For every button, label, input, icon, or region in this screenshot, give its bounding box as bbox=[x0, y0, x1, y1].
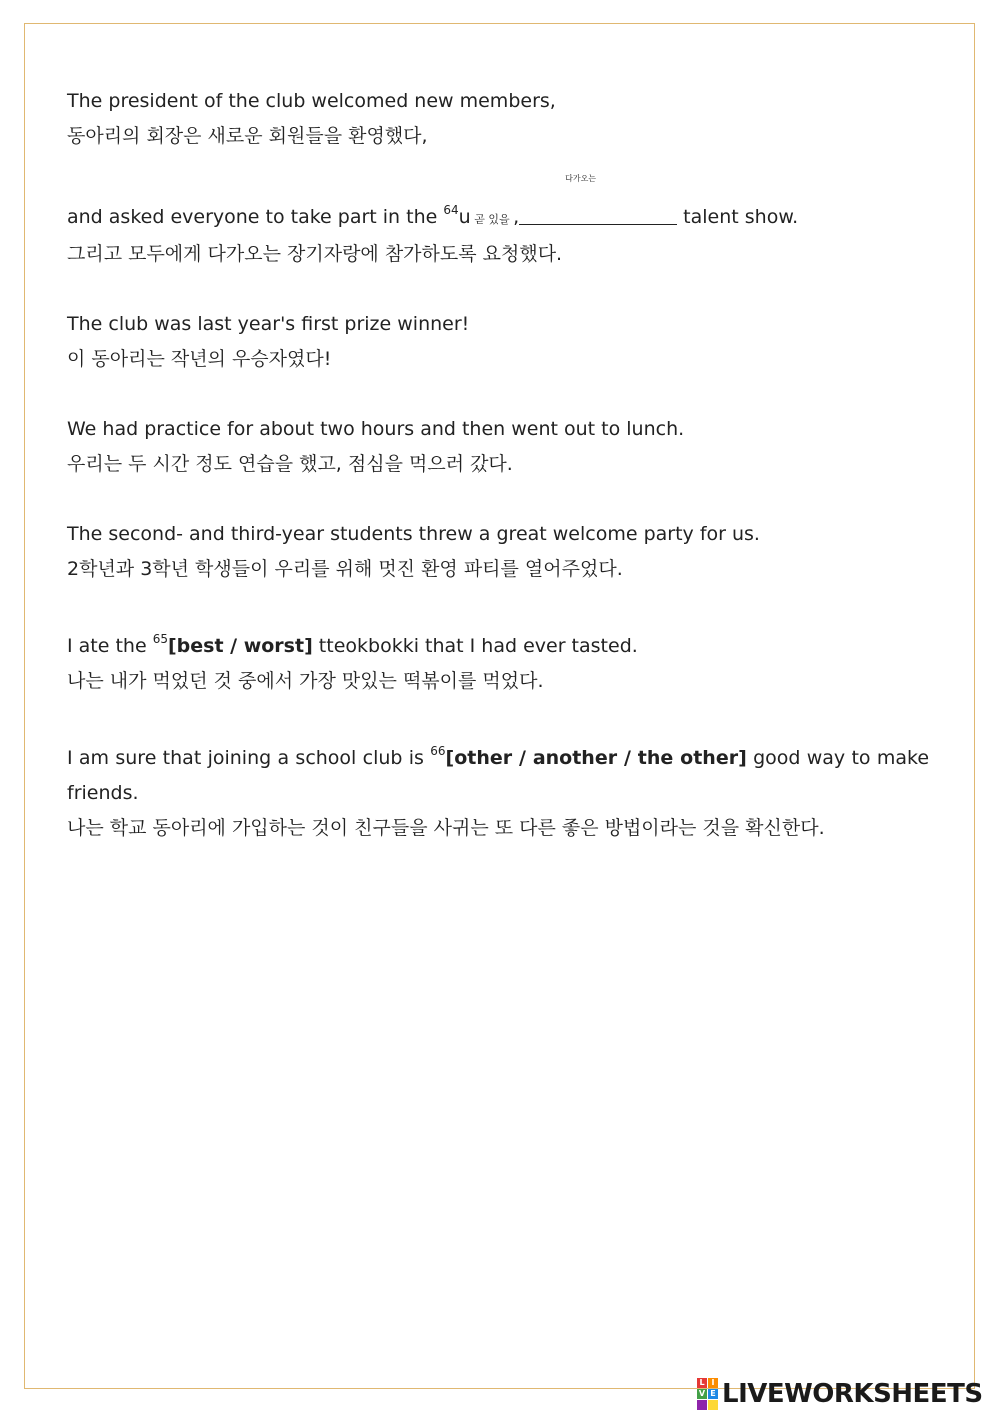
paragraph-4 bbox=[67, 412, 929, 482]
meaning-hint: 다가오는 bbox=[565, 174, 597, 183]
sentence-ko: 2학년과 3학년 학생들이 우리를 위해 멋진 환영 파티를 열어주었다. bbox=[67, 558, 623, 580]
sentence-en: We had practice for about two hours and then went out to lunch. bbox=[67, 418, 685, 440]
answer-choice-66[interactable]: [other / another / the other] bbox=[445, 747, 747, 769]
first-letter-hint: u bbox=[458, 206, 471, 228]
paragraph-2 bbox=[67, 174, 929, 272]
logo-badge-icon: L I V E bbox=[697, 1378, 718, 1410]
sentence-en: The second- and third-year students threw a great welcome party for us. bbox=[67, 523, 760, 545]
answer-choice-65[interactable]: [best / worst] bbox=[167, 635, 313, 657]
sentence-ko: 우리는 두 시간 정도 연습을 했고, 점심을 먹으러 갔다. bbox=[67, 453, 513, 475]
sentence-ko: 나는 내가 먹었던 것 중에서 가장 맛있는 떡볶이를 먹었다. bbox=[67, 670, 544, 692]
paragraph-5 bbox=[67, 517, 929, 587]
paragraph-7 bbox=[67, 734, 929, 846]
sentence-en: The club was last year's first prize winner! bbox=[67, 313, 470, 335]
worksheet-content bbox=[67, 84, 929, 846]
liveworksheets-logo bbox=[697, 1376, 983, 1412]
question-number-66: 66 bbox=[430, 744, 446, 758]
sentence-ko: 동아리의 회장은 새로운 회원들을 환영했다, bbox=[67, 125, 428, 147]
paragraph-3 bbox=[67, 307, 929, 377]
question-number-64: 64 bbox=[443, 203, 459, 217]
question-number-65: 65 bbox=[152, 632, 168, 646]
answer-blank-64[interactable] bbox=[519, 206, 677, 225]
sentence-ko: 이 동아리는 작년의 우승자였다! bbox=[67, 348, 332, 370]
logo-text: LIVEWORKSHEETS bbox=[722, 1379, 983, 1409]
sentence-ko: 나는 학교 동아리에 가입하는 것이 친구들을 사귀는 또 다른 좋은 방법이라는 것을 확신한다. bbox=[67, 817, 825, 839]
sentence-ko: 그리고 모두에게 다가오는 장기자랑에 참가하도록 요청했다. bbox=[67, 243, 563, 265]
sentence-en: and asked everyone to take part in the $^{64}$u 곧 있을 , 다가오는 talent show. bbox=[67, 174, 799, 228]
sentence-en: I ate the $^{65}$[best / worst] tteokbokki that I had ever tasted. bbox=[67, 632, 638, 657]
paragraph-1 bbox=[67, 84, 929, 154]
paragraph-6 bbox=[67, 622, 929, 699]
sentence-en: The president of the club welcomed new members, bbox=[67, 90, 556, 112]
sentence-en: I am sure that joining a school club is $^{66}$[other / another / the other] good way to make friends. bbox=[67, 744, 930, 804]
korean-hint: 곧 있을 bbox=[470, 213, 514, 226]
